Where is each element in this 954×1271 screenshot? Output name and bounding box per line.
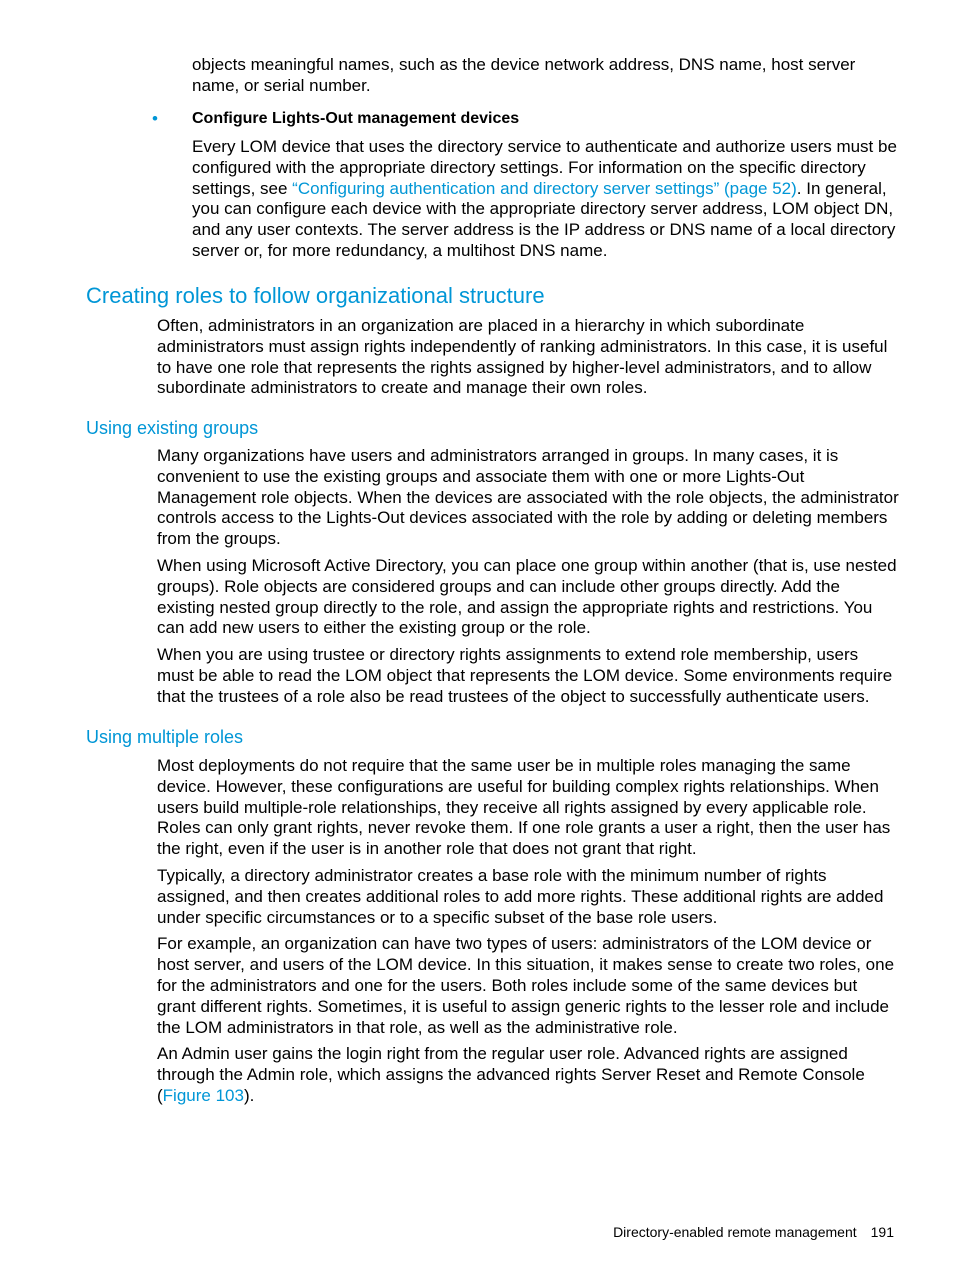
figure-103-link[interactable]: Figure 103 xyxy=(162,1085,244,1105)
subsection-heading-multiple-roles: Using multiple roles xyxy=(86,727,244,747)
multiple-text-before-link: An Admin user gains the login right from the regular user role. Advanced rights are assigned through the Admin role, which assigns the advanced rights Server Reset and Remote Console ( xyxy=(157,1044,865,1105)
page-number: 191 xyxy=(870,1224,894,1240)
section-groups-body xyxy=(157,446,899,708)
groups-paragraph-2: When using Microsoft Active Directory, you can place one group within another (that is, use nested groups). Role objects are considered groups and can include other groups directly. Add the existing nested group directly to the role, and assign the appropriate rights and restrictions. You can add new users to either the existing group or the role. xyxy=(157,555,897,638)
config-settings-link[interactable]: “Configuring authentication and directory server settings” (page 52) xyxy=(292,178,797,198)
section-roles-body xyxy=(157,316,899,399)
multiple-paragraph-1: Most deployments do not require that the same user be in multiple roles managing the same device. However, these configurations are useful for building complex rights relationships. When users build multiple-role relationships, they receive all rights assigned by every applicable role. Roles can only grant rights, never revoke them. If one role grants a user a right, then the user has the right, even if the user is in another role that does not grant that right. xyxy=(157,756,891,859)
page-footer xyxy=(0,1222,894,1242)
bullet-title: Configure Lights-Out management devices xyxy=(192,110,520,127)
multiple-paragraph-4 xyxy=(157,1044,899,1106)
multiple-paragraph-3: For example, an organization can have two types of users: administrators of the LOM device or host server, and users of the LOM device. In this situation, it makes sense to create two roles, one for the administrators and one for the users. Both roles include some of the same devices but grant different rights. Sometimes, it is useful to assign generic rights to the lesser role and include the LOM administrators in that role, as well as the administrative role. xyxy=(157,934,895,1037)
section-heading-roles: Creating roles to follow organizational structure xyxy=(86,283,545,308)
multiple-text-after-link: ). xyxy=(243,1085,255,1105)
bullet-paragraph xyxy=(192,137,898,262)
bullet-text-before-link: Every LOM device that uses the directory service to authenticate and authorize users must be configured with the appropriate directory settings. For information on the specific directory settings, see xyxy=(192,137,897,198)
groups-paragraph-1: Many organizations have users and administrators arranged in groups. In many cases, it is convenient to use the existing groups and associate them with one or more Lights-Out Management role objects. When the devices are associated with the role objects, the administrator controls access to the Lights-Out devices associated with the role by adding or deleting members from the groups. xyxy=(157,446,899,549)
bullet-marker: • xyxy=(152,109,158,128)
intro-paragraph: objects meaningful names, such as the device network address, DNS name, host server name, or serial number. xyxy=(192,55,856,95)
bullet-text-after-link: . In general, you can configure each device with the appropriate directory server address, LOM object DN, and any user contexts. The server address is the IP address or DNS name of a local directory server or, for more redundancy, a multihost DNS name. xyxy=(192,178,896,260)
multiple-paragraph-2: Typically, a directory administrator creates a base role with the minimum number of rights assigned, and then creates additional roles to add more rights. These additional rights are added under specific circumstances or to a specific subset of the base role users. xyxy=(157,865,884,927)
footer-running-title: Directory-enabled remote management xyxy=(613,1224,857,1240)
roles-paragraph: Often, administrators in an organization are placed in a hierarchy in which subordinate administrators must assign rights independently of ranking administrators. In this case, it is useful to have one role that represents the rights assigned by higher-level administrators, and to allow subordinate administrators to create and manage their own roles. xyxy=(157,316,888,398)
subsection-heading-groups: Using existing groups xyxy=(86,418,259,438)
groups-paragraph-3: When you are using trustee or directory rights assignments to extend role membership, users must be able to read the LOM object that represents the LOM device. Some environments require that the trustees of a role also be read trustees of the object to successfully authenticate users. xyxy=(157,645,893,706)
section-multiple-body xyxy=(157,756,899,1107)
